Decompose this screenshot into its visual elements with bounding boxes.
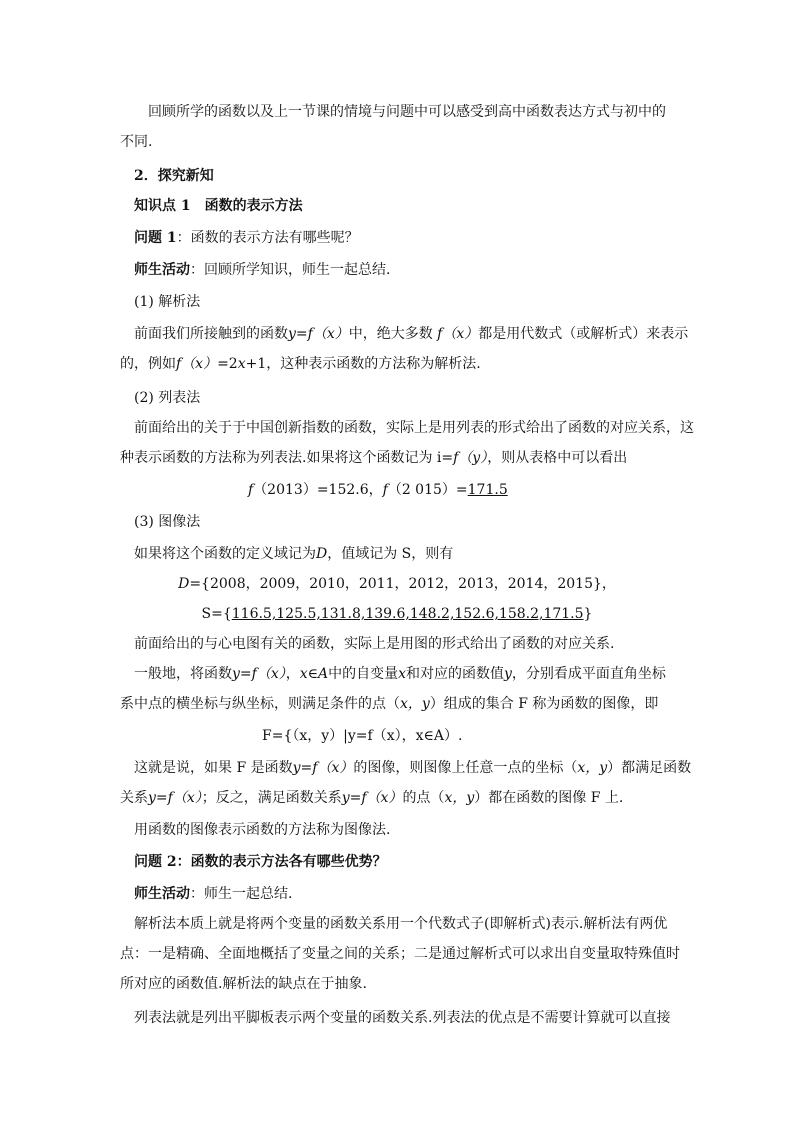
text-run: +1，这种表示函数的方法称为解析法. bbox=[245, 356, 481, 372]
math-expr: y=f（x） bbox=[148, 790, 202, 806]
math-expr: x，y bbox=[444, 790, 475, 806]
general-line-2 bbox=[120, 694, 680, 714]
math-var: f bbox=[248, 482, 254, 498]
advantages-p1-line-2: 点：一是精确、全面地概括了变量之间的关系；二是通过解析式可以求出自变量取特殊值时 bbox=[120, 946, 680, 962]
text-run: =2 bbox=[217, 356, 238, 372]
text-run: 中，绝大多数 bbox=[348, 326, 433, 342]
advantages-p1-line-3: 所对应的函数值.解析法的缺点在于抽象. bbox=[120, 976, 367, 992]
activity-label: 师生活动 bbox=[134, 262, 190, 278]
math-var: x bbox=[237, 356, 246, 372]
domain-equation bbox=[0, 574, 794, 594]
text-run: 系中点的横坐标与纵坐标，则满足条件的点（ bbox=[120, 696, 400, 712]
math-var: x bbox=[398, 666, 406, 682]
activity-label: 师生活动 bbox=[134, 886, 190, 902]
math-expr: f（x） bbox=[437, 326, 479, 342]
method-2-title: (2) 列表法 bbox=[134, 390, 201, 406]
math-var: y bbox=[504, 666, 512, 682]
text-run: 前面我们所接触到的函数 bbox=[134, 326, 288, 342]
text-run: ）组成的集合 F 称为函数的图像，即 bbox=[429, 696, 659, 712]
question-1-activity bbox=[134, 260, 694, 280]
question-2-text: ：函数的表示方法各有哪些优势？ bbox=[176, 854, 387, 870]
text-run: S={ bbox=[201, 606, 232, 622]
text-run: 的图像，则图像上任意一点的坐标（ bbox=[353, 760, 578, 776]
kp-label: 知识点 1 bbox=[134, 198, 191, 214]
text-run: 如果将这个函数的定义域记为 bbox=[134, 546, 316, 562]
question-2 bbox=[134, 852, 694, 872]
question-2-label: 问题 2 bbox=[134, 854, 177, 870]
range-equation bbox=[0, 604, 794, 624]
text-run: ，分别看成平面直角坐标 bbox=[511, 666, 666, 682]
method-2-line-2 bbox=[120, 448, 680, 468]
underlined-value: 171.5 bbox=[467, 482, 508, 498]
text-run: ）都满足函数 bbox=[607, 760, 692, 776]
math-expr: x∈A bbox=[299, 666, 329, 682]
text-run: 和对应的函数值 bbox=[406, 666, 504, 682]
math-expr: f（x） bbox=[176, 356, 218, 372]
advantages-p2-line-1: 列表法就是列出平脚板表示两个变量的函数关系.列表法的优点是不需要计算就可以直接 bbox=[134, 1010, 671, 1026]
text-run: } bbox=[583, 606, 593, 622]
math-expr: y=f（x） bbox=[288, 326, 349, 342]
text-run: 这就是说，如果 F 是函数 bbox=[134, 760, 293, 776]
text-run: 种表示函数的方法称为列表法.如果将这个函数记为 i= bbox=[120, 450, 454, 466]
graph-set-equation: F={（x，y）|y=f（x），x∈A）. bbox=[262, 728, 463, 744]
text-run: ，值域记为 S，则有 bbox=[327, 546, 454, 562]
text-run: ）都在函数的图像 F 上. bbox=[474, 790, 624, 806]
text-run: ；反之，满足函数关系 bbox=[201, 790, 342, 806]
text-run: ，则从表格中可以看出 bbox=[487, 450, 628, 466]
method-1-title: (1) 解析法 bbox=[134, 294, 201, 310]
graph-explain-line-2 bbox=[120, 788, 680, 808]
text-run: 关系 bbox=[120, 790, 148, 806]
math-var: f bbox=[382, 482, 388, 498]
method-2-line-1: 前面给出的关于于中国创新指数的函数，实际上是用列表的形式给出了函数的对应关系，这 bbox=[134, 420, 694, 436]
math-expr: x，y bbox=[400, 696, 430, 712]
ecg-sentence: 前面给出的与心电图有关的函数，实际上是用图的形式给出了函数的对应关系. bbox=[134, 636, 615, 652]
math-var: D bbox=[316, 546, 328, 562]
math-expr: y=f（x） bbox=[232, 666, 286, 682]
section-heading: 2．探究新知 bbox=[134, 168, 214, 184]
text-run: （2013）=152.6， bbox=[253, 482, 383, 498]
text-run: ={2008，2009，2010，2011，2012，2013，2014，2015}， bbox=[189, 576, 616, 592]
text-run: 的点（ bbox=[402, 790, 445, 806]
graph-explain-line-1 bbox=[134, 758, 694, 778]
underlined-value: 116.5,125.5,131.8,139.6,148.2,152.6,158.2,171.5 bbox=[231, 606, 584, 622]
question-1 bbox=[134, 228, 694, 248]
text-run: 都是用代数式（或解析式）来表示 bbox=[478, 326, 689, 342]
method-3-line-1 bbox=[134, 544, 694, 564]
math-var: D bbox=[178, 576, 190, 592]
table-values-equation bbox=[248, 480, 794, 500]
intro-line-1: 回顾所学的函数以及上一节课的情境与问题中可以感受到高中函数表达方式与初中的 bbox=[148, 104, 666, 120]
math-expr: y=f（x） bbox=[292, 760, 354, 776]
text-run: （2 015）= bbox=[387, 482, 468, 498]
question-2-activity bbox=[134, 884, 694, 904]
activity-text: ：师生一起总结. bbox=[190, 886, 293, 902]
knowledge-point-heading bbox=[134, 196, 694, 216]
intro-line-2: 不同. bbox=[120, 134, 153, 150]
math-expr: f（y） bbox=[453, 450, 488, 466]
method-1-line-2 bbox=[120, 354, 680, 374]
question-1-label: 问题 1 bbox=[134, 230, 177, 246]
advantages-p1-line-1: 解析法本质上就是将两个变量的函数关系用一个代数式子(即解析式)表示.解析法有两优 bbox=[134, 916, 668, 932]
method-3-title: (3) 图像法 bbox=[134, 514, 201, 530]
text-run: 中的自变量 bbox=[328, 666, 399, 682]
method-1-line-1 bbox=[134, 324, 694, 344]
kp-title: 函数的表示方法 bbox=[204, 198, 303, 214]
math-expr: y=f（x） bbox=[341, 790, 403, 806]
math-expr: x，y bbox=[577, 760, 608, 776]
question-1-text: ：函数的表示方法有哪些呢？ bbox=[176, 230, 359, 246]
text-run: 一般地，将函数 bbox=[134, 666, 232, 682]
general-line-1: 一般地，将函数y=f（x），x∈A中的自变量x和对应的函数值y，分别看成平面直角坐标 bbox=[134, 666, 666, 682]
text-run: 的，例如 bbox=[120, 356, 176, 372]
activity-text: ：回顾所学知识，师生一起总结. bbox=[190, 262, 391, 278]
graph-method-definition: 用函数的图像表示函数的方法称为图像法. bbox=[134, 822, 391, 838]
